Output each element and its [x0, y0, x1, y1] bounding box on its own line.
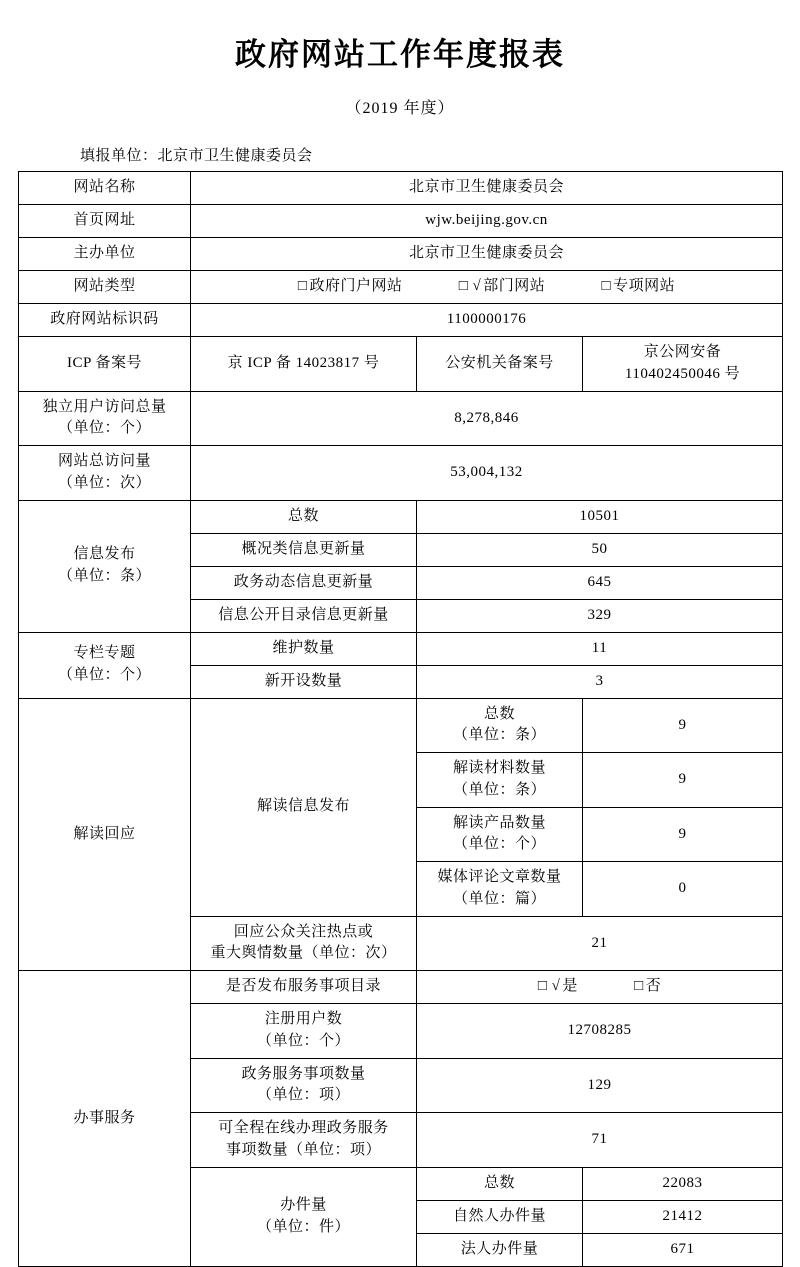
- interpretation-item-name: [417, 753, 583, 808]
- police-record-value: [583, 337, 783, 392]
- public-response-label-line1: 回应公众关注热点或: [233, 923, 374, 940]
- service-items-value: 129: [417, 1058, 783, 1113]
- interpretation-item-name-line2: （单位：篇）: [452, 890, 546, 907]
- public-response-label: [191, 916, 417, 971]
- site-type-option-label: 政府门户网站: [309, 278, 403, 295]
- service-catalog-options: [417, 971, 783, 1004]
- table-row: [19, 271, 783, 304]
- table-row: [19, 238, 783, 271]
- info-publish-label-line2: （单位：条）: [57, 568, 151, 585]
- table-row: [19, 205, 783, 238]
- filler-unit: 填报单位：北京市卫生健康委员会: [80, 148, 313, 165]
- interpretation-item-name-line1: 解读产品数量: [452, 814, 546, 831]
- service-catalog-option-label: 是: [562, 978, 578, 995]
- police-record-label: 公安机关备案号: [417, 337, 583, 392]
- handled-cases-item-name: 总数: [417, 1167, 583, 1200]
- checkbox-checked-icon[interactable]: □ √: [458, 278, 482, 295]
- homepage-value[interactable]: wjw.beijing.gov.cn: [191, 205, 783, 238]
- unique-visitors-label: [19, 391, 191, 446]
- handled-cases-item-value: 21412: [583, 1200, 783, 1233]
- icp-label: ICP 备案号: [19, 337, 191, 392]
- interpretation-item-name: [417, 862, 583, 917]
- public-response-value: 21: [417, 916, 783, 971]
- registered-users-label-line1: 注册用户数: [264, 1011, 343, 1028]
- table-row: [19, 971, 783, 1004]
- info-publish-item-value: 329: [417, 599, 783, 632]
- site-type-option-department[interactable]: [459, 276, 546, 298]
- page-title: 政府网站工作年度报表: [235, 37, 565, 72]
- interpretation-item-name-line2: （单位：个）: [452, 836, 546, 853]
- unique-visitors-label-line1: 独立用户访问总量: [42, 398, 167, 415]
- service-catalog-option-yes[interactable]: [538, 976, 578, 998]
- site-type-option-portal[interactable]: [298, 276, 403, 298]
- site-type-label: 网站类型: [19, 271, 191, 304]
- special-columns-item-value: 11: [417, 632, 783, 665]
- special-columns-label-line1: 专栏专题: [73, 645, 136, 662]
- police-record-value-line1: 京公网安备: [643, 344, 722, 361]
- unique-visitors-label-line2: （单位：个）: [57, 420, 151, 437]
- handled-cases-item-value: 671: [583, 1233, 783, 1266]
- interpretation-publish-label: 解读信息发布: [191, 698, 417, 916]
- info-publish-label-line1: 信息发布: [73, 546, 136, 563]
- interpretation-item-value: 9: [583, 807, 783, 862]
- interpretation-item-value: 0: [583, 862, 783, 917]
- site-code-value: 1100000176: [191, 304, 783, 337]
- interpretation-item-name: [417, 807, 583, 862]
- checkbox-checked-icon[interactable]: □ √: [537, 978, 561, 995]
- info-publish-item-value: 50: [417, 533, 783, 566]
- special-columns-label-line2: （单位：个）: [57, 667, 151, 684]
- table-row: [19, 500, 783, 533]
- site-code-label: 政府网站标识码: [19, 304, 191, 337]
- online-service-items-value: 71: [417, 1113, 783, 1168]
- registered-users-label-line2: （单位：个）: [256, 1032, 350, 1049]
- host-unit-value: 北京市卫生健康委员会: [191, 238, 783, 271]
- interpretation-label: 解读回应: [19, 698, 191, 971]
- checkbox-icon[interactable]: □: [634, 978, 644, 995]
- online-service-items-label-line2: 事项数量（单位：项）: [225, 1141, 381, 1158]
- service-items-label: [191, 1058, 417, 1113]
- table-row: [19, 337, 783, 392]
- table-row: [19, 632, 783, 665]
- info-publish-item-name: 总数: [191, 500, 417, 533]
- info-publish-item-name: 政务动态信息更新量: [191, 566, 417, 599]
- interpretation-item-name: [417, 698, 583, 753]
- total-visits-label-line1: 网站总访问量: [57, 453, 151, 470]
- info-publish-label: [19, 500, 191, 632]
- table-row: [19, 446, 783, 501]
- table-row: [19, 304, 783, 337]
- interpretation-item-name-line1: 解读材料数量: [452, 760, 546, 777]
- homepage-label: 首页网址: [19, 205, 191, 238]
- info-publish-item-value: 645: [417, 566, 783, 599]
- interpretation-item-name-line1: 总数: [483, 705, 515, 722]
- interpretation-item-name-line1: 媒体评论文章数量: [437, 869, 562, 886]
- interpretation-item-name-line2: （单位：条）: [452, 781, 546, 798]
- police-record-value-line2: 110402450046 号: [624, 365, 741, 382]
- interpretation-item-name-line2: （单位：条）: [452, 727, 546, 744]
- service-catalog-label: 是否发布服务事项目录: [191, 971, 417, 1004]
- service-catalog-option-label: 否: [645, 978, 662, 995]
- table-row: [19, 172, 783, 205]
- checkbox-icon[interactable]: □: [297, 278, 308, 295]
- site-type-option-label: 专项网站: [613, 278, 676, 295]
- checkbox-icon[interactable]: □: [601, 278, 612, 295]
- site-name-value: 北京市卫生健康委员会: [191, 172, 783, 205]
- service-items-label-line1: 政务服务事项数量: [241, 1065, 366, 1082]
- site-type-option-label: 部门网站: [483, 278, 546, 295]
- interpretation-item-value: 9: [583, 753, 783, 808]
- info-publish-item-value: 10501: [417, 500, 783, 533]
- site-name-label: 网站名称: [19, 172, 191, 205]
- total-visits-value: 53,004,132: [191, 446, 783, 501]
- unique-visitors-value: 8,278,846: [191, 391, 783, 446]
- total-visits-label: [19, 446, 191, 501]
- special-columns-label: [19, 632, 191, 698]
- page-subtitle: （2019 年度）: [345, 100, 455, 118]
- special-columns-item-name: 新开设数量: [191, 665, 417, 698]
- registered-users-label: [191, 1004, 417, 1059]
- table-row: [19, 391, 783, 446]
- registered-users-value: 12708285: [417, 1004, 783, 1059]
- site-type-option-special[interactable]: [602, 276, 676, 298]
- table-row: [19, 698, 783, 753]
- services-label: 办事服务: [19, 971, 191, 1267]
- handled-cases-label-line2: （单位：件）: [256, 1218, 350, 1235]
- interpretation-item-value: 9: [583, 698, 783, 753]
- report-page: [0, 36, 800, 1267]
- icp-value: 京 ICP 备 14023817 号: [191, 337, 417, 392]
- online-service-items-label: [191, 1113, 417, 1168]
- online-service-items-label-line1: 可全程在线办理政务服务: [218, 1120, 389, 1137]
- host-unit-label: 主办单位: [19, 238, 191, 271]
- handled-cases-item-name: 法人办件量: [417, 1233, 583, 1266]
- annual-report-table: [18, 171, 783, 1267]
- service-catalog-option-no[interactable]: [634, 976, 661, 998]
- public-response-label-line2: 重大舆情数量（单位：次）: [210, 945, 397, 962]
- total-visits-label-line2: （单位：次）: [57, 474, 151, 491]
- info-publish-item-name: 概况类信息更新量: [191, 533, 417, 566]
- handled-cases-label-line1: 办件量: [280, 1196, 327, 1213]
- handled-cases-item-name: 自然人办件量: [417, 1200, 583, 1233]
- special-columns-item-value: 3: [417, 665, 783, 698]
- site-type-options: [191, 271, 783, 304]
- special-columns-item-name: 维护数量: [191, 632, 417, 665]
- handled-cases-item-value: 22083: [583, 1167, 783, 1200]
- info-publish-item-name: 信息公开目录信息更新量: [191, 599, 417, 632]
- service-items-label-line2: （单位：项）: [256, 1087, 350, 1104]
- handled-cases-label: [191, 1167, 417, 1266]
